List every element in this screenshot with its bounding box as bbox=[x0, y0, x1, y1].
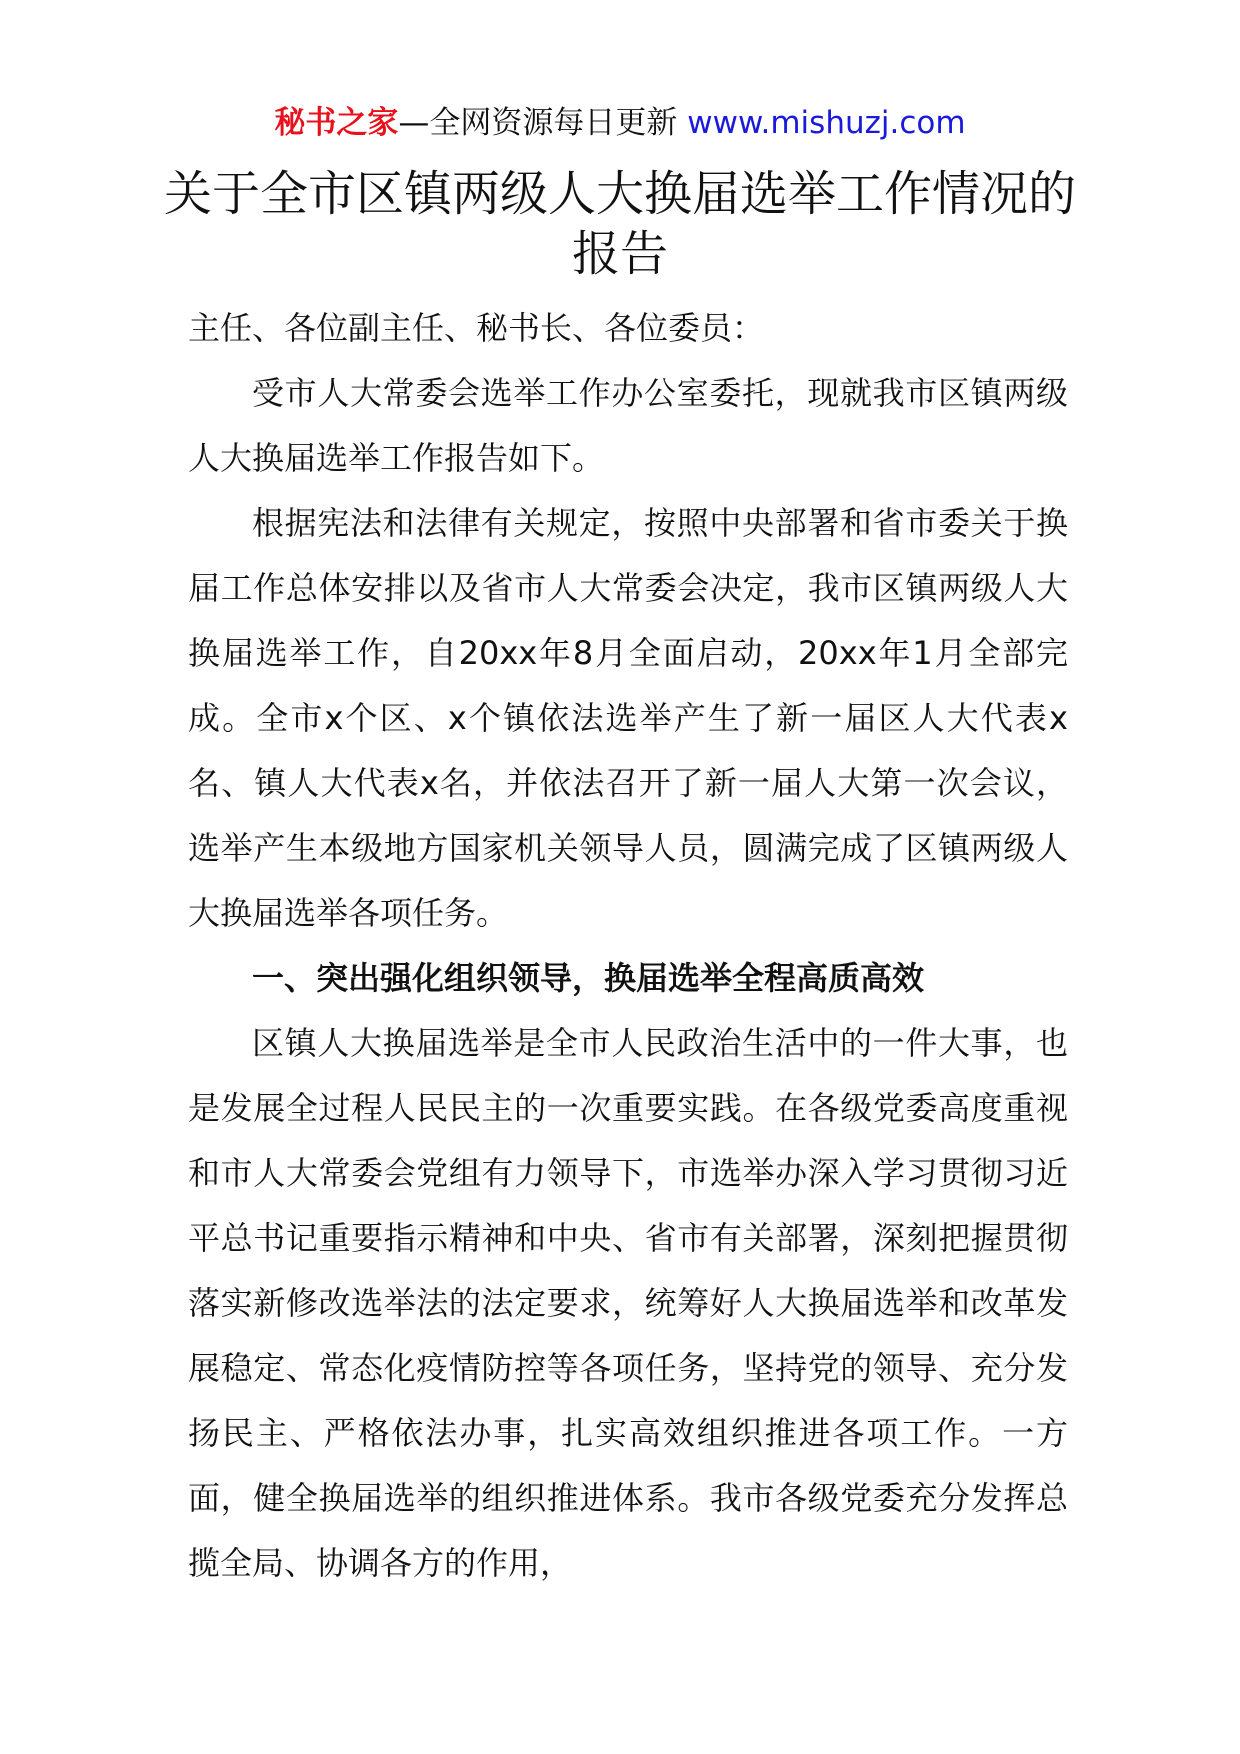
section-paragraph: 区镇人大换届选举是全市人民政治生活中的一件大事，也是发展全过程人民民主的一次重要实践。在各级党委高度重视和市人大常委会党组有力领导下，市选举办深入学习贯彻习近平总书记重要指示精神和中央、省市有关部署，深刻把握贯彻落实新修改选举法的法定要求，统筹好人大换届选举和改革发展稳定、常态化疫情防控等各项任务，坚持党的领导、充分发扬民主、严格依法办事，扎实高效组织推进各项工作。一方面，健全换届选举的组织推进体系。我市各级党委充分发挥总揽全局、协调各方的作用， bbox=[188, 1024, 1068, 1582]
overview-paragraph: 根据宪法和法律有关规定，按照中央部署和省市委关于换届工作总体安排以及省市人大常委会决定，我市区镇两级人大换届选举工作，自20xx年8月全面启动，20xx年1月全部完成。全市x个区、x个镇依法选举产生了新一届区人大代表x名、镇人大代表x名，并依法召开了新一届人大第一次会议，选举产生本级地方国家机关领导人员，圆满完成了区镇两级人大换届选举各项任务。 bbox=[188, 504, 1068, 932]
document-body bbox=[188, 296, 1068, 1596]
salutation: 主任、各位副主任、秘书长、各位委员： bbox=[188, 309, 765, 347]
site-brand: 秘书之家 bbox=[274, 105, 399, 141]
document-title: 关于全市区镇两级人大换届选举工作情况的报告 bbox=[163, 166, 1076, 282]
intro-paragraph: 受市人大常委会选举工作办公室委托，现就我市区镇两级人大换届选举工作报告如下。 bbox=[188, 374, 1068, 477]
section-heading: 一、突出强化组织领导，换届选举全程高质高效 bbox=[252, 959, 925, 997]
site-tagline: —全网资源每日更新 bbox=[398, 105, 678, 141]
site-header bbox=[0, 100, 1240, 146]
site-url-link[interactable]: www.mishuzj.com bbox=[687, 105, 966, 141]
